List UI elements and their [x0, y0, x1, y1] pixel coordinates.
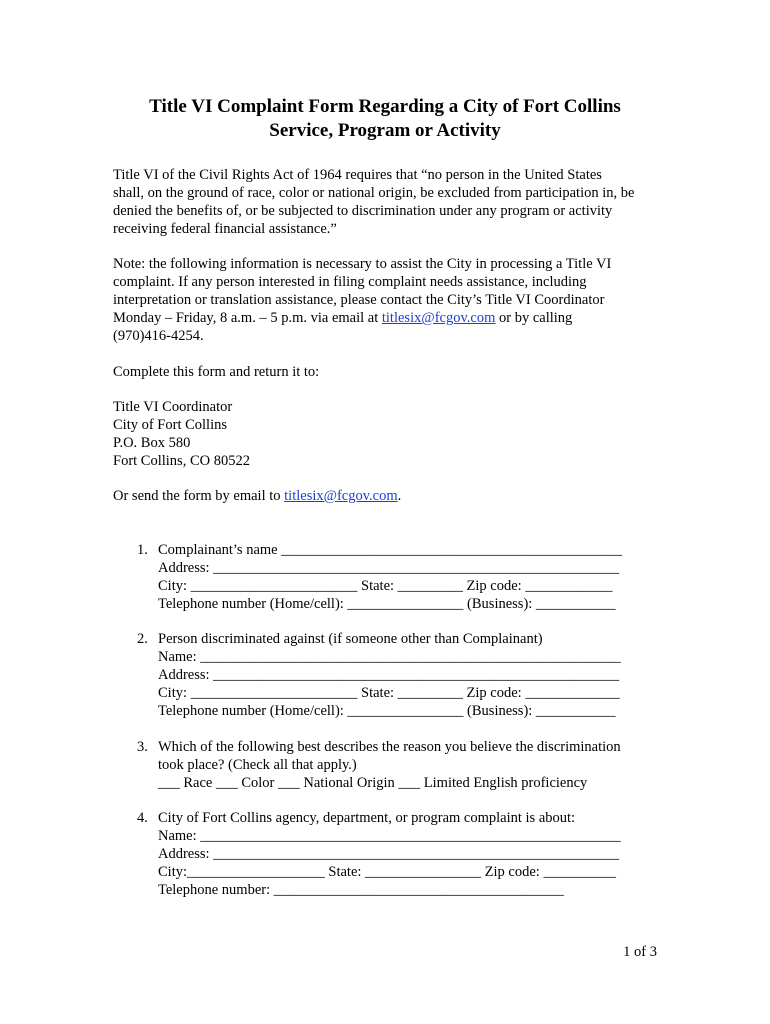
address-line: Fort Collins, CO 80522 — [113, 453, 250, 469]
email-instruction-text: Or send the form by email to — [113, 488, 285, 504]
question-number: 1. — [137, 542, 148, 558]
agency-address-field[interactable]: Address: ________________________________________________________ — [158, 846, 620, 862]
person-city-state-zip-field[interactable]: City: _______________________ State: _________ Zip code: _____________ — [158, 685, 620, 701]
question-body — [158, 809, 621, 899]
question-body — [158, 541, 622, 613]
complainant-telephone-field[interactable]: Telephone number (Home/cell): ________________ (Business): ___________ — [158, 596, 616, 612]
address-line: P.O. Box 580 — [113, 435, 191, 451]
page-number: 1 of 3 — [623, 944, 657, 960]
note-paragraph — [113, 255, 673, 345]
note-line: complaint. If any person interested in filing complaint needs assistance, including — [113, 274, 587, 290]
title-line-2: Service, Program or Activity — [269, 120, 501, 141]
address-line: Title VI Coordinator — [113, 399, 233, 415]
question-label: took place? (Check all that apply.) — [158, 757, 357, 773]
question-body — [158, 630, 621, 720]
email-instruction-text: . — [397, 488, 402, 504]
address-line: City of Fort Collins — [113, 417, 228, 433]
intro-paragraph — [113, 166, 673, 238]
complainant-address-field[interactable]: Address: ________________________________________________________ — [158, 560, 620, 576]
question-label: City of Fort Collins agency, department, or program complaint is about: — [158, 810, 576, 826]
note-line-with-email — [113, 309, 673, 327]
email-link[interactable]: titlesix@fcgov.com — [284, 488, 398, 504]
email-instruction — [113, 487, 673, 505]
return-instruction: Complete this form and return it to: — [113, 364, 320, 380]
agency-name-field[interactable]: Name: __________________________________________________________ — [158, 828, 621, 844]
person-address-field[interactable]: Address: ________________________________________________________ — [158, 667, 620, 683]
question-label: Which of the following best describes the reason you believe the discrimination — [158, 739, 621, 755]
mailing-address — [113, 398, 673, 470]
question-body — [158, 738, 621, 792]
question-number: 4. — [137, 810, 148, 826]
note-line-text: Monday – Friday, 8 a.m. – 5 p.m. via email at — [113, 310, 382, 326]
intro-line: receiving federal financial assistance.” — [113, 221, 337, 237]
person-name-field[interactable]: Name: __________________________________________________________ — [158, 649, 621, 665]
agency-telephone-field[interactable]: Telephone number: ________________________________________ — [158, 882, 564, 898]
complainant-city-state-zip-field[interactable]: City: _______________________ State: _________ Zip code: ____________ — [158, 578, 613, 594]
note-line-text: or by calling — [495, 310, 573, 326]
complainant-name-field[interactable]: Complainant’s name _______________________________________________ — [158, 542, 622, 558]
question-label: Person discriminated against (if someone other than Complainant) — [158, 631, 543, 647]
note-line: Note: the following information is necessary to assist the City in processing a Title VI — [113, 256, 612, 272]
document-title — [0, 95, 770, 143]
person-telephone-field[interactable]: Telephone number (Home/cell): ________________ (Business): ___________ — [158, 703, 616, 719]
intro-line: denied the benefits of, or be subjected to discrimination under any program or activity — [113, 203, 613, 219]
intro-line: shall, on the ground of race, color or national origin, be excluded from participation in, be — [113, 185, 635, 201]
title-line-1: Title VI Complaint Form Regarding a City of Fort Collins — [149, 96, 621, 117]
note-line: interpretation or translation assistance, please contact the City’s Title VI Coordinator — [113, 292, 605, 308]
coordinator-email-link[interactable]: titlesix@fcgov.com — [381, 310, 496, 326]
agency-city-state-zip-field[interactable]: City:___________________ State: ________________ Zip code: __________ — [158, 864, 616, 880]
question-number: 3. — [137, 739, 148, 755]
note-line: (970)416-4254. — [113, 328, 204, 344]
intro-line: Title VI of the Civil Rights Act of 1964 requires that “no person in the United States — [113, 167, 602, 183]
discrimination-basis-checkboxes[interactable]: ___ Race ___ Color ___ National Origin ___ Limited English proficiency — [158, 775, 588, 791]
question-number: 2. — [137, 631, 148, 647]
